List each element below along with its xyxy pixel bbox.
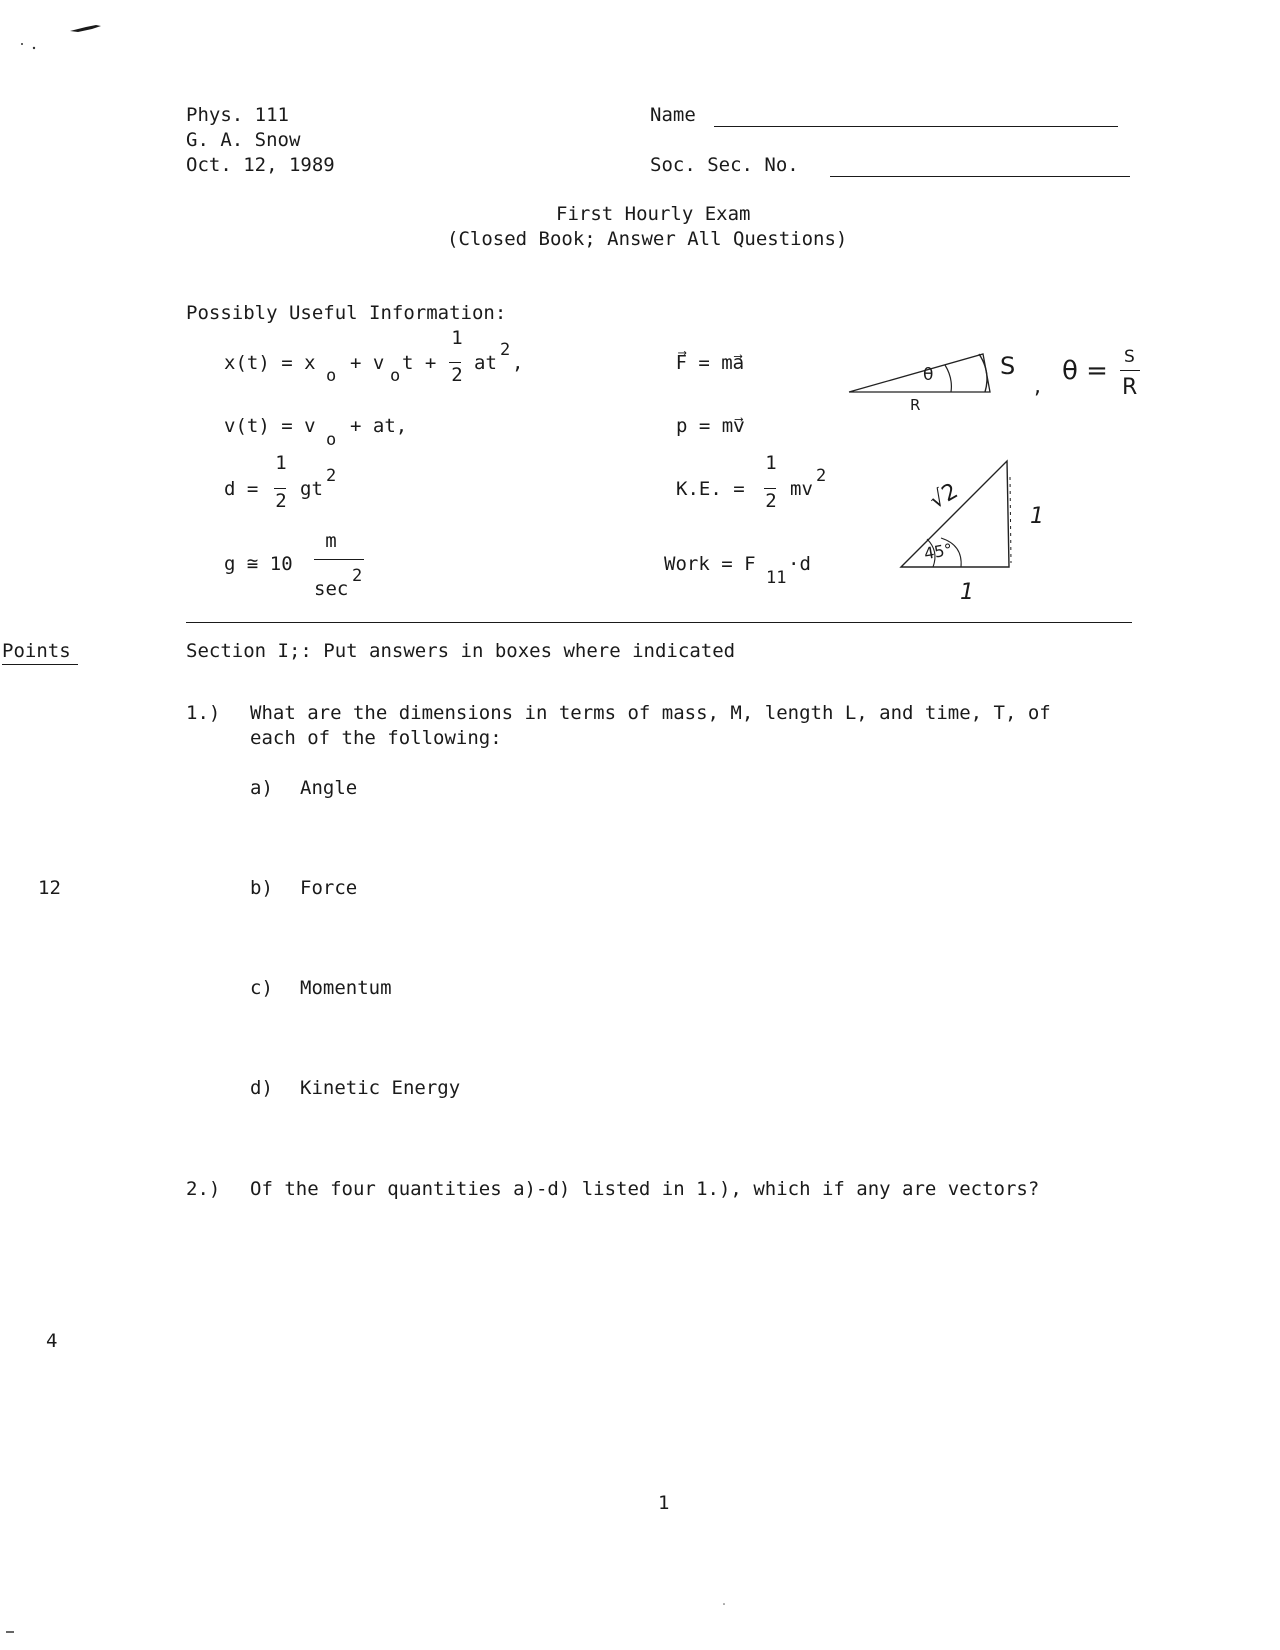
eq-position-sub-x0: o [326, 366, 337, 386]
q2-points: 4 [46, 1330, 58, 1352]
name-label: Name [650, 104, 696, 126]
q2-text: Of the four quantities a)-d) listed in 1.), which if any are vectors? [250, 1178, 1040, 1200]
info-heading: Possibly Useful Information: [186, 302, 507, 324]
scan-mark-bottom [0, 1600, 760, 1640]
section-divider [186, 622, 1132, 623]
eq-position-frac-bar [449, 362, 461, 363]
hand-frac-s: S [1124, 347, 1135, 367]
exam-subtitle: (Closed Book; Answer All Questions) [447, 228, 848, 250]
q1-text-line2: each of the following: [250, 727, 502, 749]
q1-part-a-label: Angle [300, 777, 358, 799]
hand-side-horizontal: 1 [960, 580, 974, 605]
eq-gravity-frac-den: sec [314, 578, 349, 600]
eq-distance-exp: 2 [326, 466, 337, 486]
eq-position-exp: 2 [500, 340, 511, 360]
scan-mark [0, 0, 120, 60]
page-number: 1 [658, 1492, 670, 1514]
q1-part-d-label: Kinetic Energy [300, 1077, 461, 1099]
eq-position-frac-num: 1 [451, 327, 463, 349]
eq-ke-frac-bar [764, 488, 776, 489]
eq-position: x(t) = x [224, 352, 316, 374]
eq-distance-gt: gt [300, 478, 323, 500]
hand-r: R [910, 396, 921, 414]
eq-position-sub-v0: o [390, 366, 401, 386]
course-label: Phys. 111 [186, 104, 289, 126]
q1-number: 1.) [186, 702, 221, 724]
eq-ke-frac-den: 2 [765, 490, 777, 512]
eq-work-sub: 11 [766, 568, 787, 588]
ssn-label: Soc. Sec. No. [650, 154, 799, 176]
eq-gravity-frac-num: m [325, 530, 337, 552]
points-label: Points [2, 640, 78, 665]
q1-points: 12 [38, 877, 61, 899]
hand-side-vertical: 1 [1030, 504, 1044, 529]
exam-title: First Hourly Exam [556, 203, 751, 225]
eq-ke-exp: 2 [816, 466, 827, 486]
eq-distance-frac-num: 1 [275, 452, 287, 474]
eq-momentum: p = mv⃗ [676, 415, 745, 437]
q1-part-d-letter: d) [250, 1077, 273, 1099]
exam-date: Oct. 12, 1989 [186, 154, 335, 176]
q1-part-c-label: Momentum [300, 977, 392, 999]
hand-theta: θ [923, 365, 934, 385]
eq-newton: F⃗ = ma⃗ [676, 352, 745, 374]
eq-position-comma: , [512, 352, 524, 374]
ssn-field-line[interactable] [830, 176, 1130, 177]
section-heading: Section I;: Put answers in boxes where indicated [186, 640, 736, 662]
q1-part-b-label: Force [300, 877, 358, 899]
hand-45-degrees: 45° [922, 539, 954, 564]
hand-comma: , [1034, 374, 1041, 399]
eq-gravity: g ≅ 10 [224, 553, 293, 575]
q1-text-line1: What are the dimensions in terms of mass, M, length L, and time, T, of [250, 702, 1051, 724]
eq-position-frac-den: 2 [451, 364, 463, 386]
eq-velocity-rest: + at, [350, 415, 408, 437]
eq-ke-mv: mv [790, 478, 813, 500]
q2-number: 2.) [186, 1178, 221, 1200]
hand-s: S [1000, 352, 1016, 380]
eq-position-t: t + [402, 352, 437, 374]
q1-part-c-letter: c) [250, 977, 273, 999]
eq-gravity-exp: 2 [352, 566, 363, 586]
hand-sqrt2: √2 [925, 478, 963, 515]
hand-frac-r: R [1122, 375, 1138, 400]
eq-velocity-sub: o [326, 430, 337, 450]
eq-ke-frac-num: 1 [765, 452, 777, 474]
eq-work: Work = F [664, 553, 756, 575]
instructor-label: G. A. Snow [186, 129, 301, 151]
eq-distance-frac-bar [274, 488, 286, 489]
eq-work-rest: ·d [788, 553, 811, 575]
hand-frac-bar [1120, 370, 1140, 371]
eq-gravity-frac-bar [314, 559, 364, 560]
eq-distance: d = [224, 478, 259, 500]
eq-distance-frac-den: 2 [275, 490, 287, 512]
q1-part-a-letter: a) [250, 777, 273, 799]
name-field-line[interactable] [714, 126, 1118, 127]
eq-velocity: v(t) = v [224, 415, 316, 437]
hand-theta-eq: θ = [1062, 356, 1108, 386]
q1-part-b-letter: b) [250, 877, 273, 899]
eq-position-at: at [474, 352, 497, 374]
eq-position-v0: + v [350, 352, 385, 374]
eq-kinetic-energy: K.E. = [676, 478, 745, 500]
